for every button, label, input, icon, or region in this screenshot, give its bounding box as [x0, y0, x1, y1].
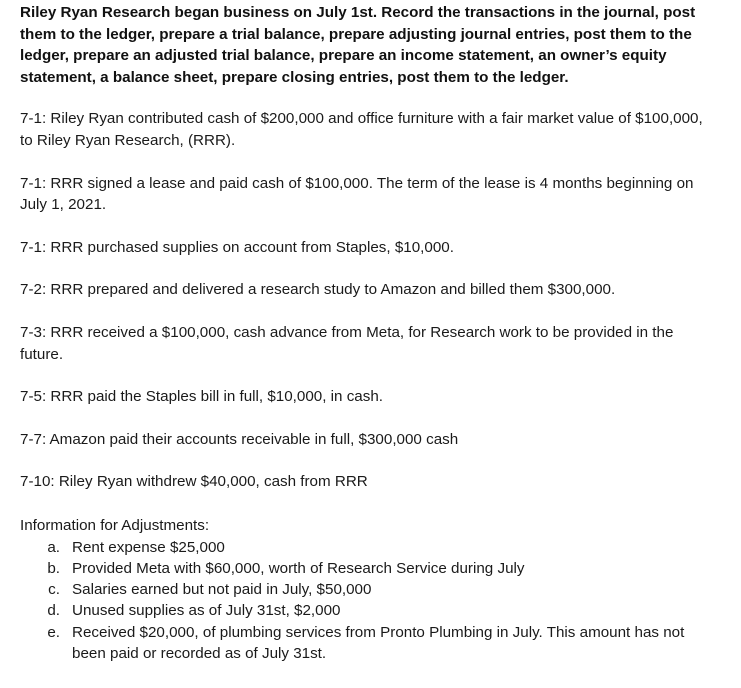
adjustment-text: Provided Meta with $60,000, worth of Research Service during July	[72, 559, 525, 577]
transaction-item: 7-1: RRR signed a lease and paid cash of $100,000. The term of the lease is 4 months beginning on July 1, 2021.	[20, 174, 694, 214]
adjustments-list	[20, 537, 719, 665]
adjustment-letter: c.	[48, 581, 60, 599]
transaction-item: 7-1: Riley Ryan contributed cash of $200,000 and office furniture with a fair market value of $100,000, to Riley Ryan Research, (RRR).	[20, 110, 703, 149]
adjustment-letter: a.	[47, 538, 60, 556]
transaction-item: 7-7: Amazon paid their accounts receivable in full, $300,000 cash	[20, 430, 459, 448]
adjustment-item	[20, 537, 719, 558]
adjustment-letter: e.	[47, 623, 60, 641]
adjustment-text: Salaries earned but not paid in July, $50,000	[72, 581, 372, 599]
transaction-item: 7-3: RRR received a $100,000, cash advance from Meta, for Research work to be provided in the future.	[20, 323, 674, 363]
intro-paragraph: Riley Ryan Research began business on July 1st. Record the transactions in the journal, post them to the ledger, prepare a trial balance, prepare adjusting journal entries, post them to the ledger, prepare an adjusted trial balance, prepare an income statement, an owner’s equity statement, a balance sheet, prepare closing entries, post them to the ledger.	[20, 4, 696, 86]
adjustment-item	[20, 600, 719, 621]
adjustment-item	[20, 622, 719, 665]
transaction-item: 7-2: RRR prepared and delivered a research study to Amazon and billed them $300,000.	[20, 281, 616, 299]
adjustment-text: Unused supplies as of July 31st, $2,000	[72, 602, 341, 620]
transactions-list	[20, 108, 719, 493]
adjustment-text: Rent expense $25,000	[72, 538, 225, 556]
transaction-item: 7-1: RRR purchased supplies on account from Staples, $10,000.	[20, 238, 454, 256]
adjustment-text: Received $20,000, of plumbing services from Pronto Plumbing in July. This amount has not been paid or recorded as of July 31st.	[72, 623, 685, 662]
adjustment-item	[20, 558, 719, 579]
adjustment-item	[20, 579, 719, 600]
adjustments-heading: Information for Adjustments:	[20, 516, 210, 534]
transaction-item: 7-5: RRR paid the Staples bill in full, $10,000, in cash.	[20, 388, 384, 406]
adjustment-letter: d.	[47, 602, 60, 620]
transaction-item: 7-10: Riley Ryan withdrew $40,000, cash from RRR	[20, 473, 368, 491]
adjustment-letter: b.	[47, 559, 60, 577]
